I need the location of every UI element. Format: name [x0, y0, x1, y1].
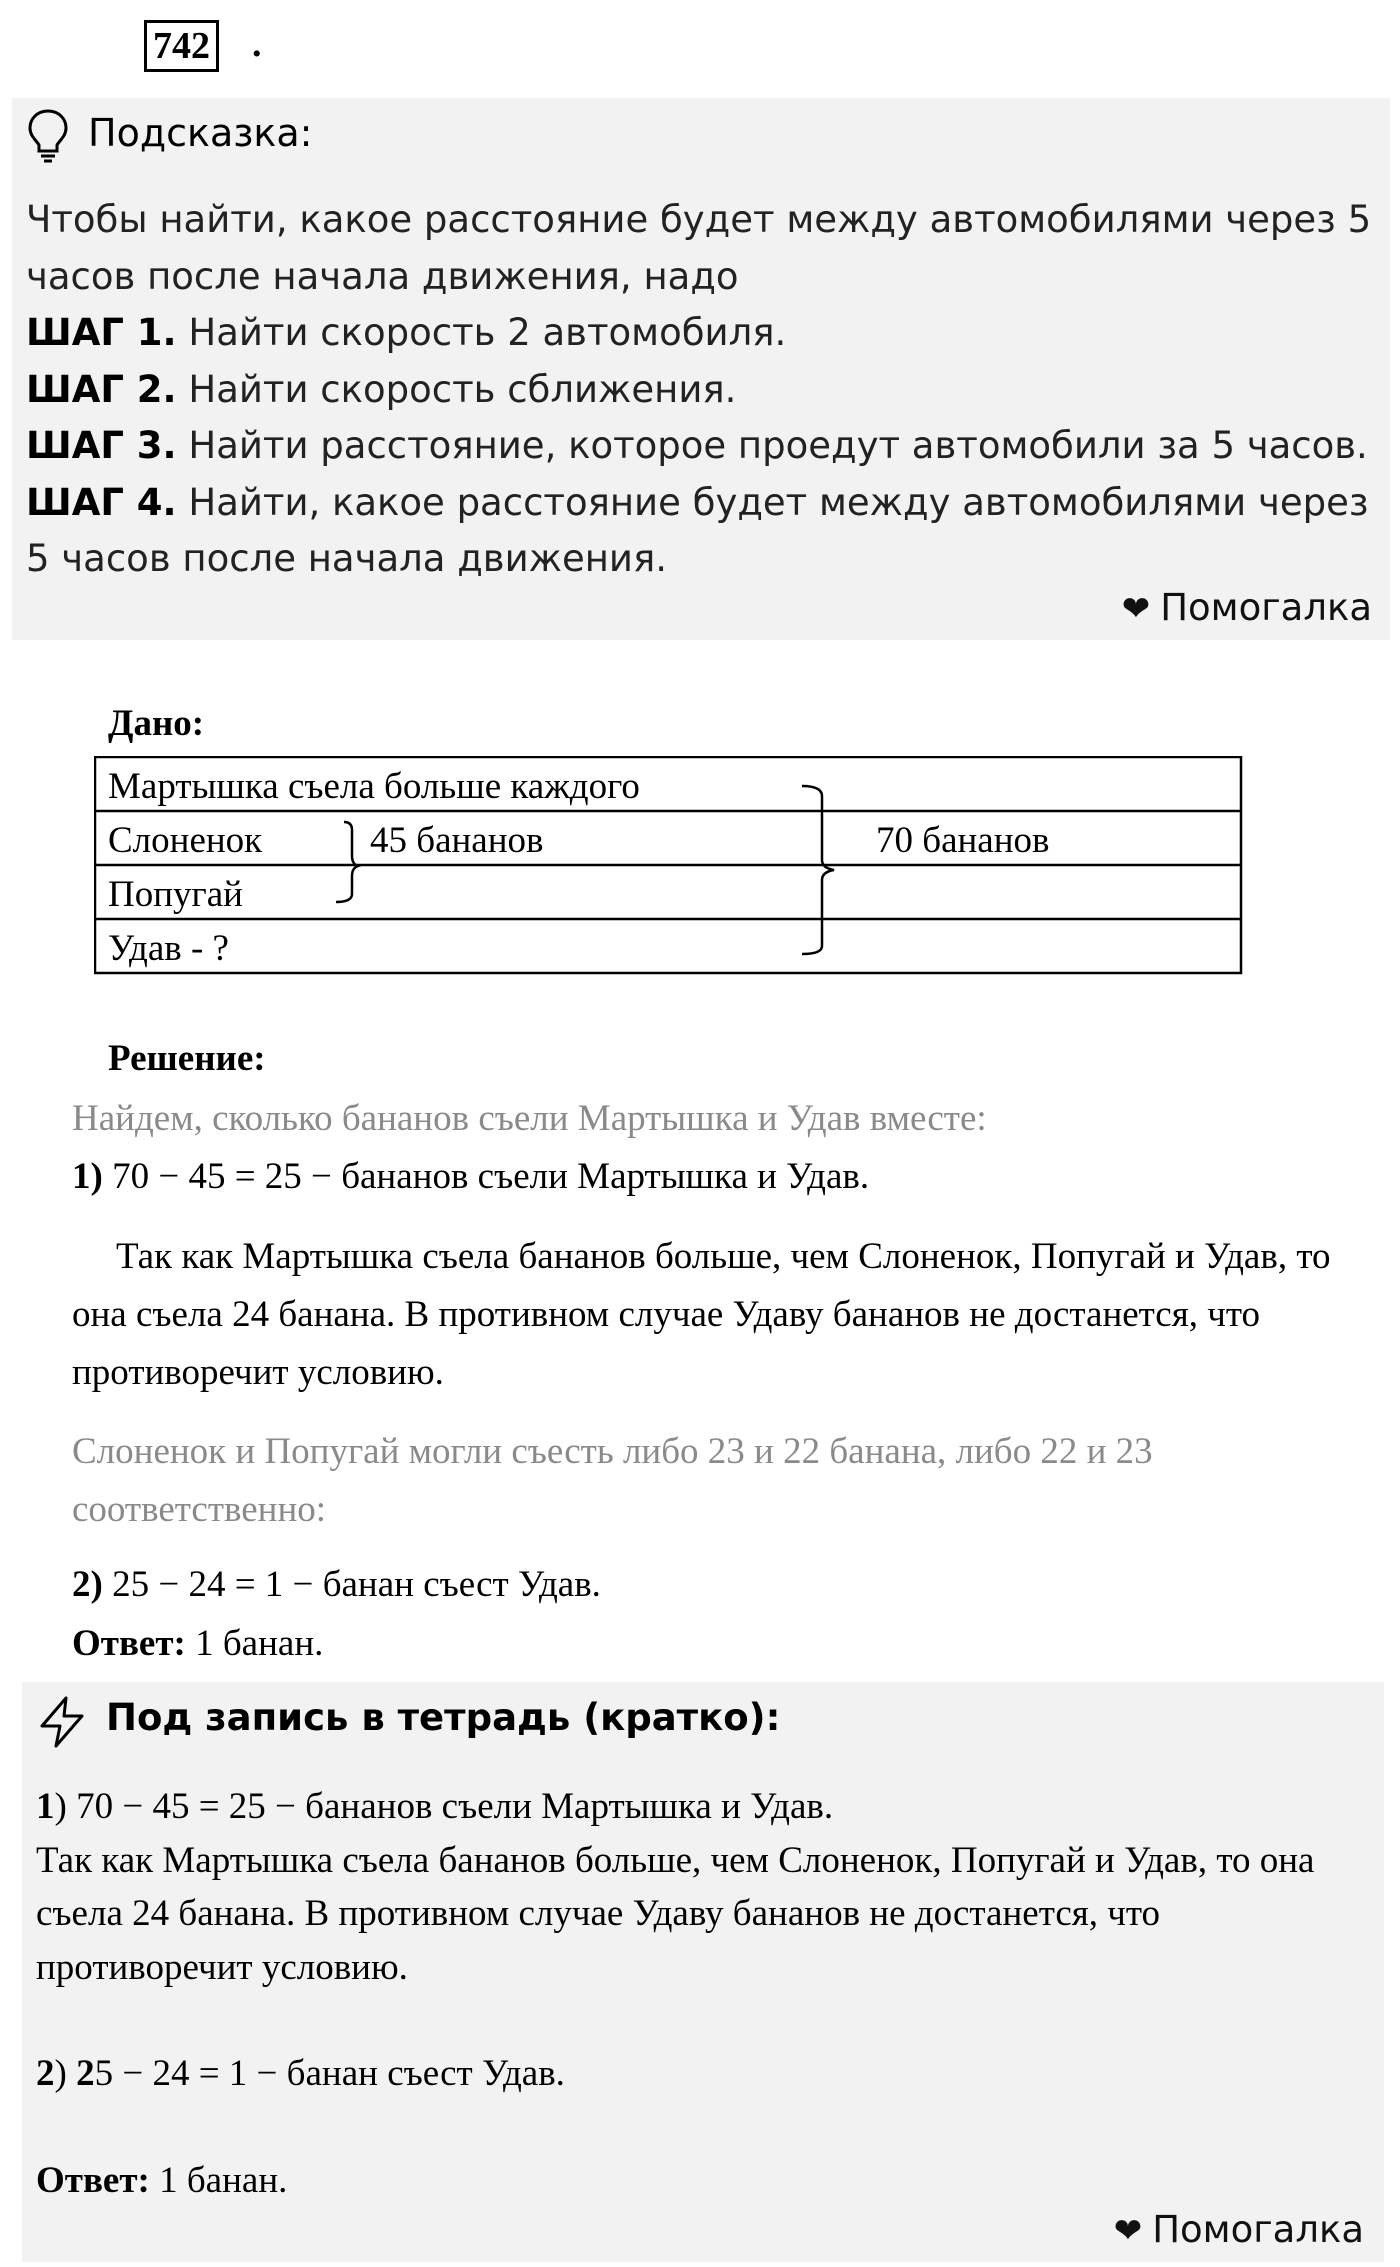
hint-step-1: ШАГ 1. Найти скорость 2 автомобиля.: [26, 311, 787, 354]
given-brace1-value: 45 бананов: [370, 820, 544, 861]
given-brace2-value: 70 бананов: [876, 820, 1050, 861]
given-row-elephant: Слоненок: [108, 820, 263, 861]
notes-answer: Ответ: 1 банан.: [36, 2159, 288, 2201]
hint-step-3: ШАГ 3. Найти расстояние, которое проедут автомобили за 5 часов.: [26, 424, 1368, 467]
solution-paragraph-1: Так как Мартышка съела бананов больше, чем Слоненок, Попугай и Удав, то она съела 24 банана. В противном случае Удаву бананов не достанется, что противоречит условию.: [72, 1236, 1331, 1393]
heart-icon: ❤: [1121, 589, 1151, 629]
hint-step-4: ШАГ 4. Найти, какое расстояние будет между автомобилями через 5 часов после начала движения.: [26, 480, 1369, 580]
notes-paragraph: Так как Мартышка съела бананов больше, чем Слоненок, Попугай и Удав, то она съела 24 банана. В противном случае Удаву бананов не достанется, что противоречит условию.: [36, 1839, 1315, 1988]
notes-title: Под запись в тетрадь (кратко):: [106, 1696, 781, 1739]
solution-step-2: 2) 25 − 24 = 1 − банан съест Удав.: [72, 1564, 601, 1605]
hint-credit: ❤ Помогалка: [1121, 586, 1372, 629]
solution-answer: Ответ: 1 банан.: [72, 1623, 324, 1664]
task-number-dot: .: [252, 23, 262, 65]
notes-line-2: 2) 25 − 24 = 1 − банан съест Удав.: [36, 2053, 565, 2094]
notes-credit: ❤ Помогалка: [1113, 2208, 1364, 2251]
hint-step-2: ШАГ 2. Найти скорость сближения.: [26, 367, 737, 411]
given-row-boa: Удав - ?: [108, 928, 229, 969]
hint-intro: Чтобы найти, какое расстояние будет между автомобилями через 5 часов после начала движения, надо: [26, 198, 1372, 298]
solution-label: Решение:: [108, 1038, 266, 1079]
lightbulb-icon: [26, 107, 70, 163]
given-label: Дано:: [108, 703, 205, 744]
given-row-parrot: Попугай: [108, 874, 243, 915]
notes-text: [36, 1780, 1376, 2207]
solution-step-1: 1) 70 − 45 = 25 − бананов съели Мартышка и Удав.: [72, 1156, 870, 1197]
solution-paragraph-2: Слоненок и Попугай могли съесть либо 23 и 22 банана, либо 22 и 23 соответственно:: [72, 1431, 1153, 1530]
lightning-icon: [34, 1694, 90, 1750]
given-row-monkey: Мартышка съела больше каждого: [108, 766, 640, 807]
hint-text: [26, 192, 1376, 588]
hint-title: Подсказка:: [88, 111, 313, 155]
task-number: 742: [144, 20, 219, 72]
solution-intro: Найдем, сколько бананов съели Мартышка и Удав вместе:: [72, 1098, 987, 1139]
heart-icon: ❤: [1113, 2211, 1143, 2251]
notes-line-1: 1) 70 − 45 = 25 − бананов съели Мартышка и Удав.: [36, 1786, 834, 1827]
